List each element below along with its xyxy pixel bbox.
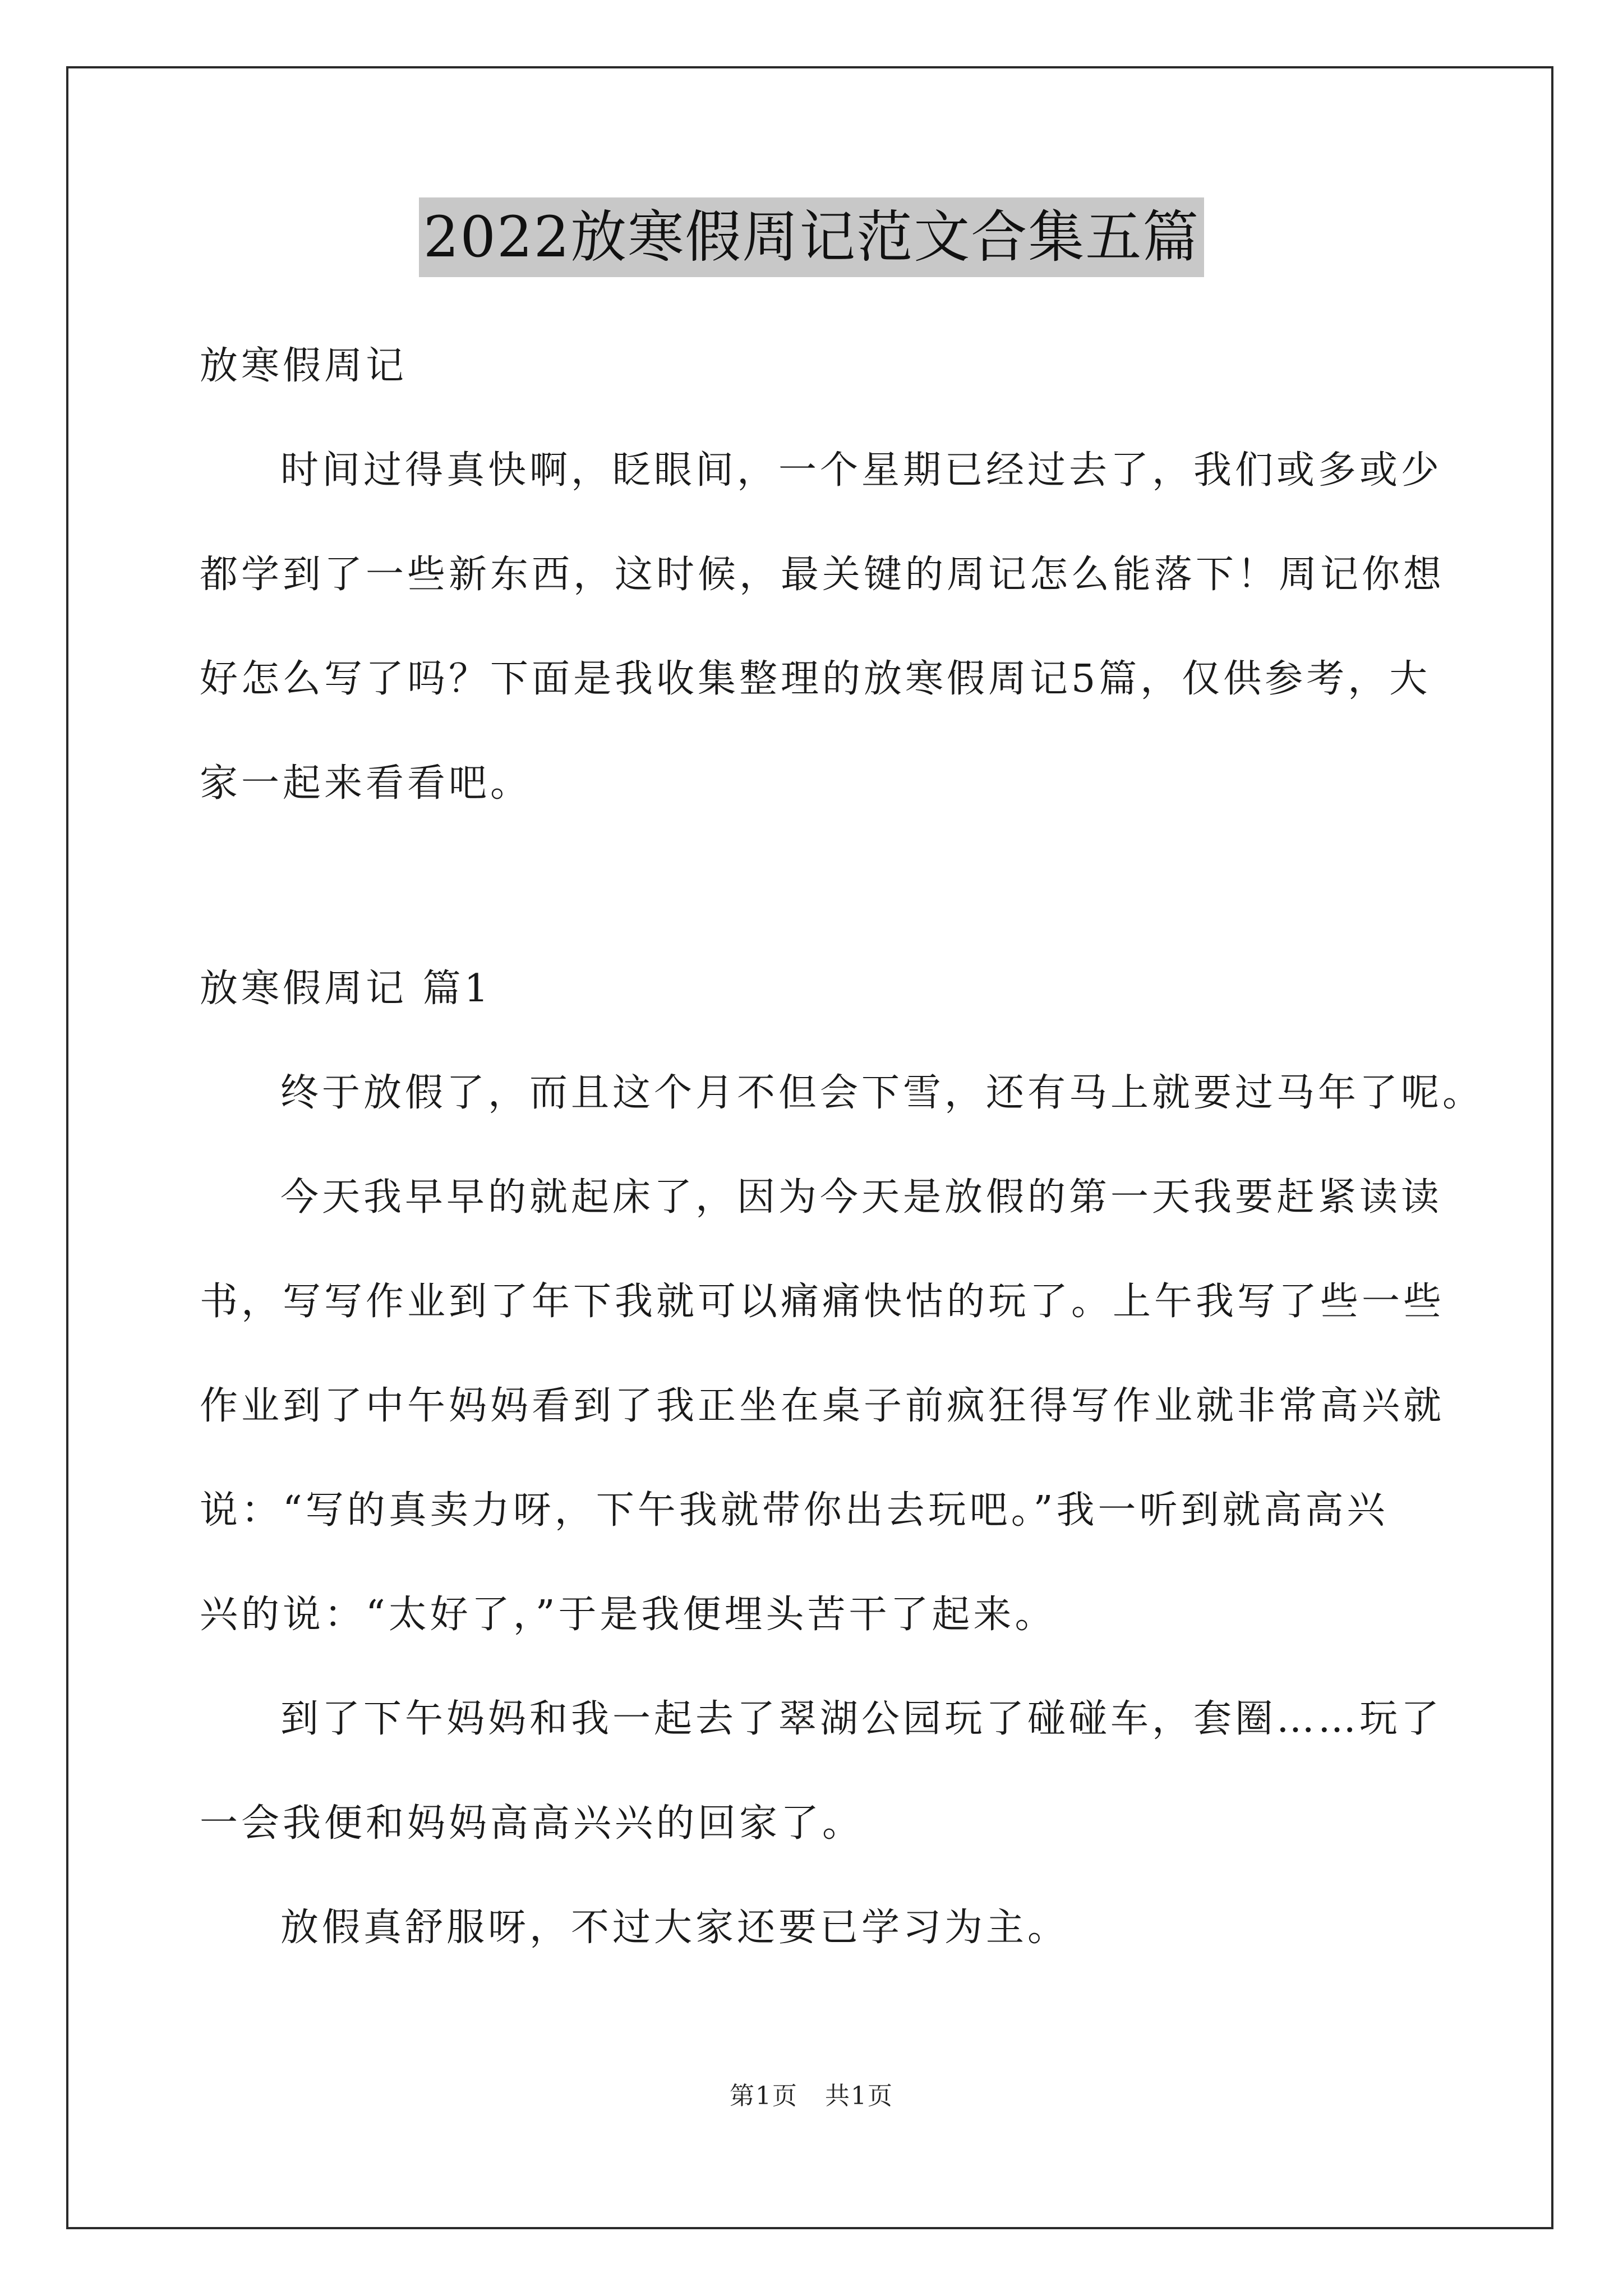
section-spacer xyxy=(200,836,1433,937)
paragraph-2-line: 作业到了中午妈妈看到了我正坐在桌子前疯狂得写作业就非常高兴就 xyxy=(200,1384,1445,1428)
paragraph-2-line: 兴的说：“太好了，”于是我便埋头苦干了起来。 xyxy=(200,1593,1057,1637)
paragraph-2-line: 书，写写作业到了年下我就可以痛痛快怙的玩了。上午我写了些一些 xyxy=(200,1280,1445,1324)
paragraph-2-line: 说：“写的真卖力呀，下午我就带你出去玩吧。”我一听到就高高兴 xyxy=(200,1488,1389,1533)
paragraph-2-line: 今天我早早的就起床了，因为今天是放假的第一天我要赶紧读读 xyxy=(280,1175,1443,1220)
title-container xyxy=(0,197,1623,277)
paragraph-4: 放假真舒服呀，不过大家还要已学习为主。 xyxy=(280,1906,1069,1950)
paragraph-1: 终于放假了，而且这个月不但会下雪，还有马上就要过马年了呢。 xyxy=(280,1071,1484,1115)
page-number-total: 共1页 xyxy=(825,2082,893,2110)
intro-line: 都学到了一些新东西，这时候，最关键的周记怎么能落下！周记你想 xyxy=(200,553,1445,597)
document-title: 2022放寒假周记范文合集五篇 xyxy=(419,197,1205,277)
paragraph-3-line: 到了下午妈妈和我一起去了翠湖公园玩了碰碰车，套圈……玩了 xyxy=(280,1697,1443,1741)
intro-line: 家一起来看看吧。 xyxy=(200,761,532,806)
intro-heading: 放寒假周记 xyxy=(200,344,408,388)
document-body xyxy=(200,314,1484,1980)
page-number-current: 第1页 xyxy=(730,2082,798,2110)
intro-line: 好怎么写了吗？下面是我收集整理的放寒假周记5篇，仅供参考，大 xyxy=(200,657,1431,701)
page-footer xyxy=(0,2076,1623,2111)
paragraph-3-line: 一会我便和妈妈高高兴兴的回家了。 xyxy=(200,1801,864,1846)
intro-line: 时间过得真快啊，眨眼间，一个星期已经过去了，我们或多或少 xyxy=(280,448,1443,493)
section1-heading: 放寒假周记 篇1 xyxy=(200,967,492,1011)
